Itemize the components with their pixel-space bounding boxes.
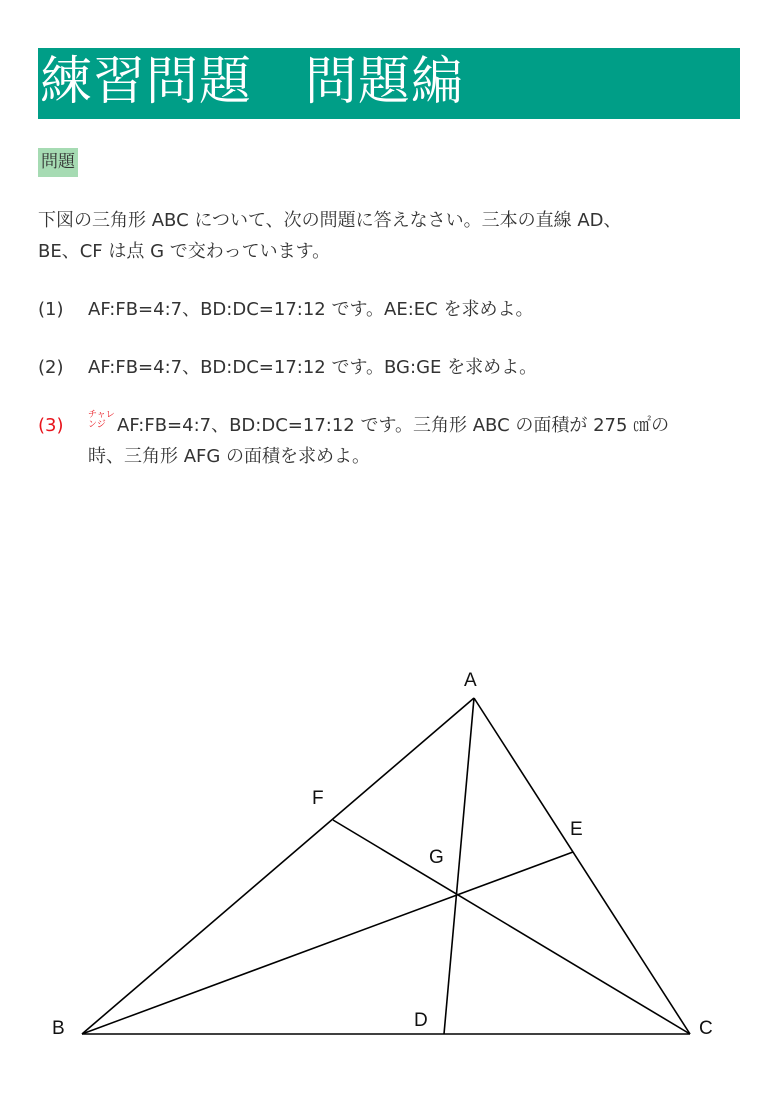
question-text: AF:FB=4:7、BD:DC=17:12 です。三角形 ABC の面積が 275 ㎠の (117, 415, 670, 436)
question-text: AF:FB=4:7、BD:DC=17:12 です。AE:EC を求めよ。 (88, 299, 534, 320)
question-text: AF:FB=4:7、BD:DC=17:12 です。BG:GE を求めよ。 (88, 357, 538, 378)
challenge-badge-top: チャレ (88, 410, 115, 420)
label-d: D (414, 1010, 428, 1031)
label-b: B (52, 1018, 65, 1039)
intro-line-2: BE、CF は点 G で交わっています。 (38, 241, 331, 262)
label-f: F (312, 788, 324, 809)
page-title: 練習問題 問題編 (40, 52, 465, 112)
question-number: (1) (38, 299, 64, 320)
section-tag: 問題 (38, 148, 78, 177)
cevian-be (82, 852, 573, 1034)
label-c: C (699, 1018, 713, 1039)
question-text-line-2: 時、三角形 AFG の面積を求めよ。 (88, 446, 371, 467)
question-number: (2) (38, 357, 64, 378)
cevian-cf (333, 820, 690, 1034)
label-g: G (429, 847, 444, 868)
challenge-badge-bottom: ンジ (88, 420, 106, 430)
intro-line-1: 下図の三角形 ABC について、次の問題に答えなさい。三本の直線 AD、 (38, 210, 622, 231)
side-ac (474, 698, 690, 1034)
cevian-ad (444, 698, 474, 1034)
label-a: A (464, 670, 477, 691)
question-number: (3) (38, 415, 64, 436)
side-ab (82, 698, 474, 1034)
label-e: E (570, 819, 583, 840)
